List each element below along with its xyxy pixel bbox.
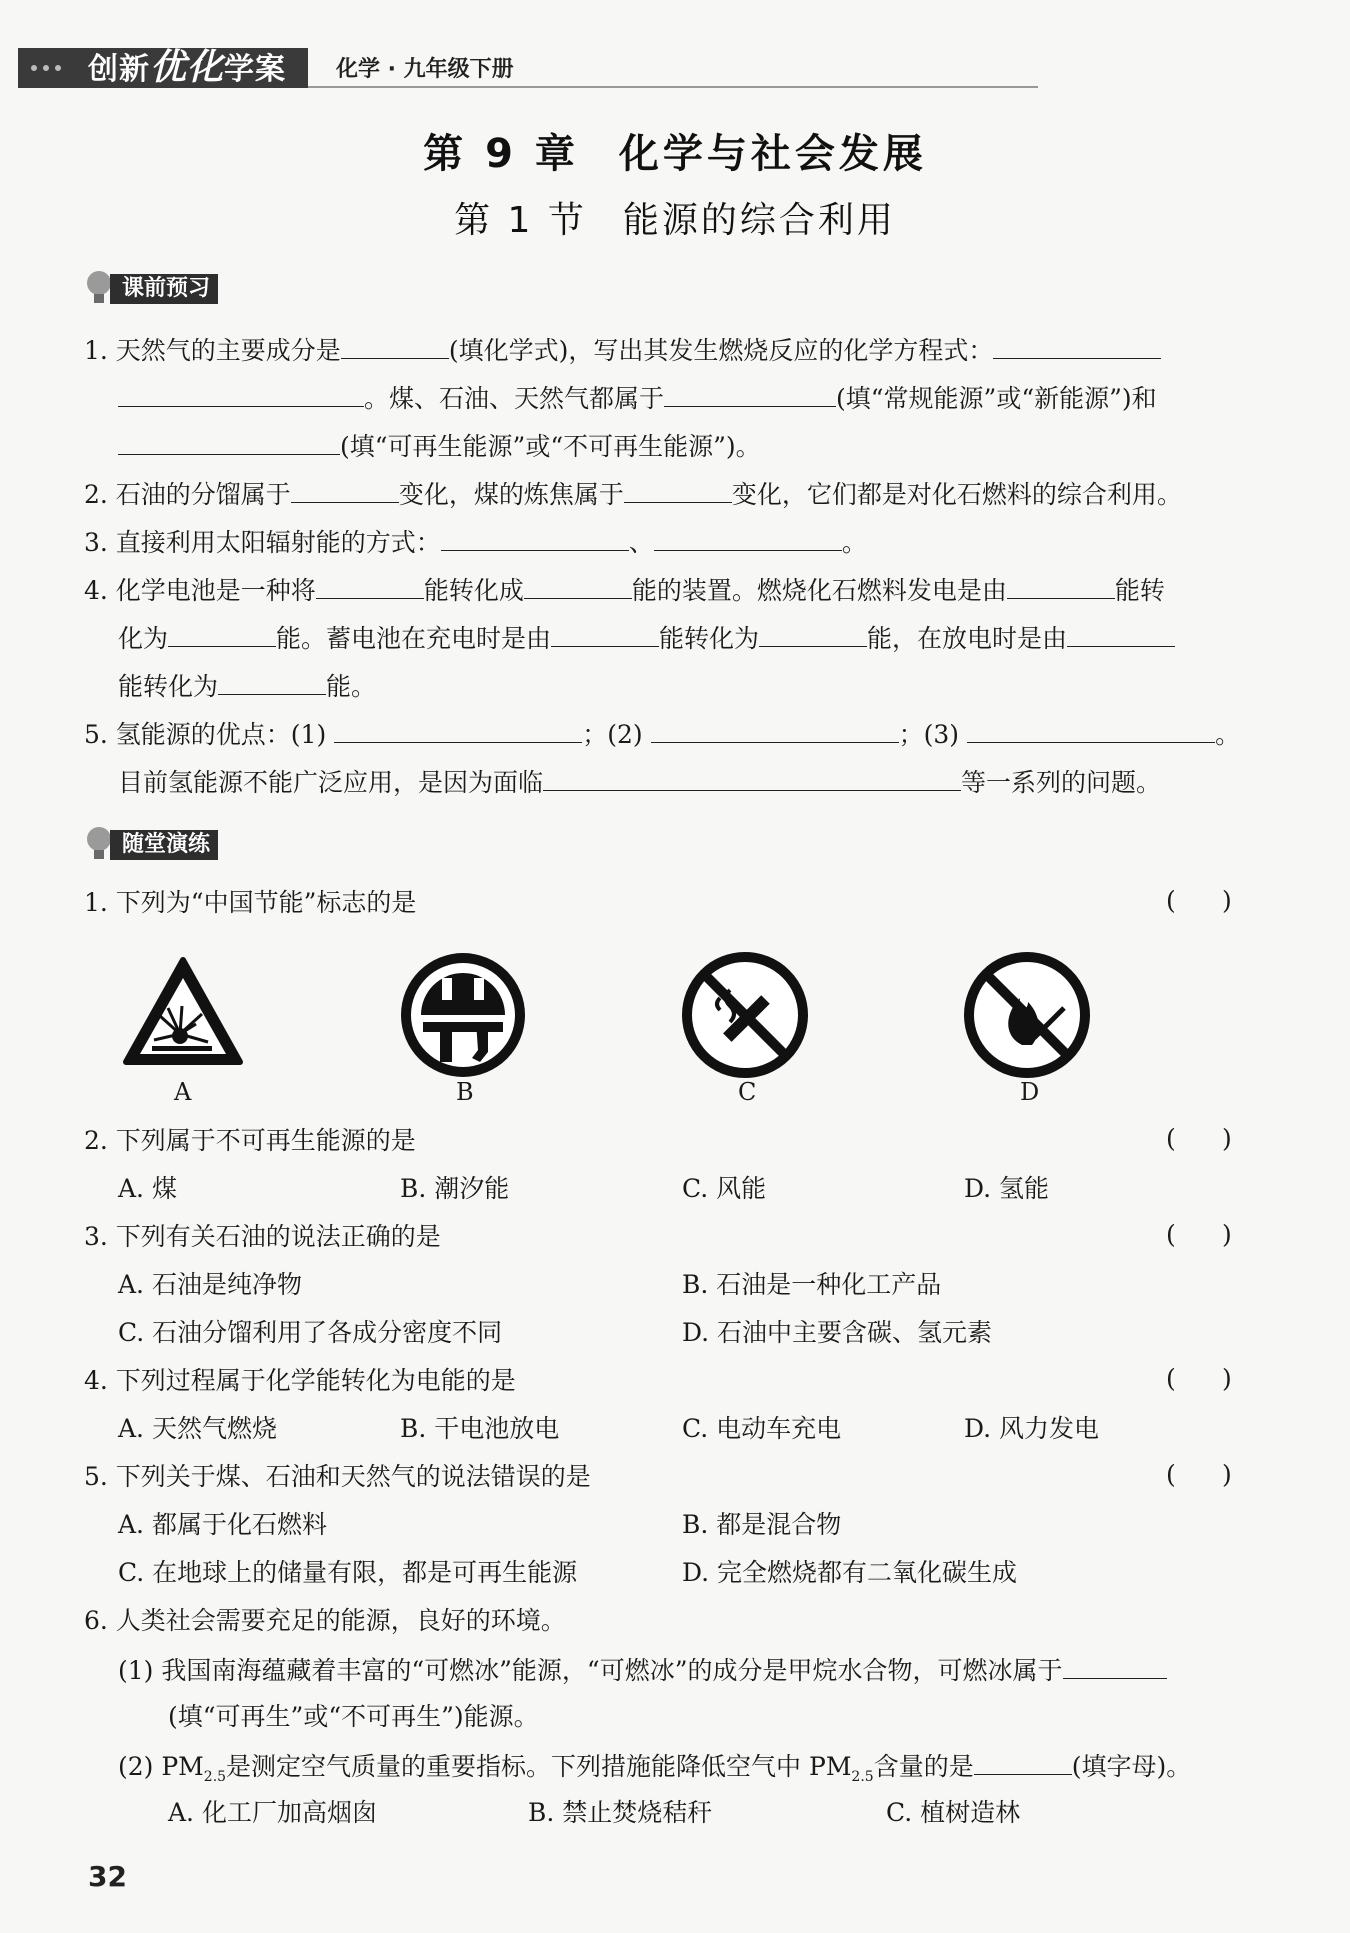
text: 能转化成 [423, 576, 524, 605]
text: 。煤、石油、天然气都属于 [364, 384, 665, 413]
text: 4. 化学电池是一种将 [84, 576, 316, 605]
paren-open: ( [1166, 1124, 1176, 1153]
answer-blank[interactable] [1007, 572, 1115, 599]
option[interactable]: D. 氢能 [964, 1174, 1050, 1203]
answer-blank[interactable] [118, 380, 364, 407]
subscript: 2.5 [851, 1769, 874, 1785]
preview-q2 [84, 476, 1182, 512]
brand-part-b: 优化 [150, 47, 225, 88]
subscript: 2.5 [203, 1769, 227, 1785]
option[interactable]: C. 电动车充电 [682, 1414, 842, 1443]
option[interactable]: B. 石油是一种化工产品 [682, 1270, 942, 1299]
section-title [0, 192, 1350, 243]
section-number: 第 1 节 [454, 200, 587, 241]
practice-q1: 1. 下列为“中国节能”标志的是 [84, 888, 417, 917]
practice-q2: 2. 下列属于不可再生能源的是 [84, 1126, 416, 1155]
text: 能。蓄电池在充电时是由 [276, 624, 552, 653]
practice-q4: 4. 下列过程属于化学能转化为电能的是 [84, 1366, 516, 1395]
option[interactable]: D. 石油中主要含碳、氢元素 [682, 1318, 993, 1347]
answer-blank[interactable] [316, 572, 424, 599]
answer-parens[interactable] [1166, 886, 1278, 915]
preview-q1-line1 [84, 332, 1161, 368]
text: 目前氢能源不能广泛应用，是因为面临 [118, 768, 544, 797]
answer-blank[interactable] [543, 764, 961, 791]
paren-open: ( [1166, 1364, 1176, 1393]
no-smoking-sign-icon[interactable] [680, 950, 810, 1080]
answer-blank[interactable] [664, 380, 836, 407]
answer-blank[interactable] [291, 476, 399, 503]
answer-blank[interactable] [1063, 1652, 1167, 1679]
option[interactable]: C. 风能 [682, 1174, 767, 1203]
paren-open: ( [1166, 1220, 1176, 1249]
answer-blank[interactable] [118, 428, 340, 455]
text: 含量的是 [873, 1752, 974, 1781]
answer-blank[interactable] [624, 476, 732, 503]
text: (填化学式)，写出其发生燃烧反应的化学方程式： [448, 336, 994, 365]
text: 。 [1215, 720, 1241, 749]
answer-blank[interactable] [967, 716, 1215, 743]
practice-q3: 3. 下列有关石油的说法正确的是 [84, 1222, 441, 1251]
option[interactable]: A. 石油是纯净物 [118, 1270, 302, 1299]
practice-q6-part2 [118, 1748, 1191, 1794]
answer-parens[interactable] [1166, 1460, 1278, 1489]
answer-parens[interactable] [1166, 1220, 1278, 1249]
text: 是测定空气质量的重要指标。下列措施能降低空气中 PM [226, 1752, 852, 1781]
paren-close: ) [1222, 1364, 1232, 1393]
option-letter-b: B [456, 1078, 474, 1106]
paren-close: ) [1222, 1124, 1232, 1153]
answer-blank[interactable] [334, 716, 582, 743]
practice-q6-part1-line1 [118, 1652, 1167, 1688]
chapter-title [0, 122, 1350, 179]
paren-open: ( [1166, 886, 1176, 915]
text: 能，在放电时是由 [867, 624, 1068, 653]
option[interactable]: C. 石油分馏利用了各成分密度不同 [118, 1318, 503, 1347]
option[interactable]: A. 天然气燃烧 [118, 1414, 277, 1443]
answer-blank[interactable] [654, 524, 842, 551]
paren-close: ) [1222, 886, 1232, 915]
text: 5. 氢能源的优点：(1) [84, 720, 327, 749]
text: 变化，煤的炼焦属于 [398, 480, 624, 509]
practice-tag-label: 随堂演练 [110, 830, 218, 860]
answer-parens[interactable] [1166, 1364, 1278, 1393]
answer-blank[interactable] [441, 524, 629, 551]
explosive-warning-sign-icon[interactable] [118, 950, 248, 1080]
text: 3. 直接利用太阳辐射能的方式： [84, 528, 441, 557]
text: 化为 [118, 624, 169, 653]
text: ；(2) [582, 720, 643, 749]
answer-blank[interactable] [341, 332, 449, 359]
preview-q4-line3 [118, 668, 376, 704]
page-number: 32 [88, 1860, 127, 1893]
option[interactable]: B. 禁止焚烧秸秆 [528, 1798, 713, 1827]
option-letter-a: A [174, 1078, 192, 1106]
text: 。 [841, 528, 867, 557]
option[interactable]: C. 在地球上的储量有限，都是可再生能源 [118, 1558, 578, 1587]
header-subject: 化学 · 九年级下册 [336, 57, 514, 82]
paren-close: ) [1222, 1220, 1232, 1249]
answer-blank[interactable] [168, 620, 276, 647]
text: 1. 天然气的主要成分是 [84, 336, 341, 365]
text: 能转化为 [659, 624, 760, 653]
practice-q6-part1-line2: (填“可再生”或“不可再生”)能源。 [168, 1702, 539, 1731]
option-letter-d: D [1020, 1078, 1040, 1106]
brand-part-c: 学案 [224, 52, 287, 87]
option-letter-c: C [738, 1078, 757, 1106]
text: 等一系列的问题。 [961, 768, 1162, 797]
paren-close: ) [1222, 1460, 1232, 1489]
option[interactable]: D. 完全燃烧都有二氧化碳生成 [682, 1558, 1018, 1587]
preview-q1-line3 [118, 428, 761, 464]
preview-q1-line2 [118, 380, 1157, 416]
text: (填“常规能源”或“新能源”)和 [836, 384, 1157, 413]
text: (2) PM [118, 1752, 204, 1781]
answer-blank[interactable] [218, 668, 326, 695]
answer-blank[interactable] [524, 572, 632, 599]
brand-part-a: 创新 [88, 52, 150, 87]
answer-blank[interactable] [993, 332, 1161, 359]
text: ；(3) [898, 720, 960, 749]
option[interactable]: C. 植树造林 [886, 1798, 1021, 1827]
text: 能转 [1114, 576, 1165, 605]
preview-q5-line1 [84, 716, 1240, 752]
option[interactable]: B. 干电池放电 [400, 1414, 560, 1443]
answer-blank[interactable] [974, 1748, 1072, 1775]
text: 、 [628, 528, 654, 557]
chapter-name: 化学与社会发展 [618, 131, 927, 177]
answer-blank[interactable] [759, 620, 867, 647]
answer-blank[interactable] [1067, 620, 1175, 647]
answer-blank[interactable] [551, 620, 659, 647]
section-name: 能源的综合利用 [622, 200, 896, 241]
preview-q3 [84, 524, 867, 560]
header-rule [308, 86, 1038, 88]
option[interactable]: A. 都属于化石燃料 [118, 1510, 327, 1539]
answer-parens[interactable] [1166, 1124, 1278, 1153]
practice-q5: 5. 下列关于煤、石油和天然气的说法错误的是 [84, 1462, 591, 1491]
answer-blank[interactable] [651, 716, 899, 743]
text: (填字母)。 [1071, 1752, 1192, 1781]
header-brand [88, 47, 287, 88]
text: 能的装置。燃烧化石燃料发电是由 [631, 576, 1007, 605]
text: 2. 石油的分馏属于 [84, 480, 291, 509]
preview-q5-line2 [118, 764, 1161, 800]
preview-tag-label: 课前预习 [110, 274, 218, 304]
preview-q4-line2 [118, 620, 1175, 656]
preview-q4-line1 [84, 572, 1165, 608]
option[interactable]: A. 化工厂加高烟囱 [168, 1798, 377, 1827]
china-energy-saving-logo-icon[interactable] [398, 950, 528, 1080]
text: 能。 [326, 672, 377, 701]
option[interactable]: D. 风力发电 [964, 1414, 1100, 1443]
option[interactable]: B. 都是混合物 [682, 1510, 842, 1539]
practice-q6: 6. 人类社会需要充足的能源，良好的环境。 [84, 1606, 566, 1635]
paren-open: ( [1166, 1460, 1176, 1489]
option[interactable]: B. 潮汐能 [400, 1174, 510, 1203]
option[interactable]: A. 煤 [118, 1174, 177, 1203]
text: (1) 我国南海蕴藏着丰富的“可燃冰”能源，“可燃冰”的成分是甲烷水合物，可燃冰属于 [118, 1656, 1063, 1685]
header-dots-icon [28, 56, 76, 80]
no-open-flame-sign-icon[interactable] [962, 950, 1092, 1080]
text: (填“可再生能源”或“不可再生能源”)。 [340, 432, 761, 461]
chapter-number: 第 9 章 [423, 131, 579, 177]
text: 能转化为 [118, 672, 219, 701]
text: 变化，它们都是对化石燃料的综合利用。 [731, 480, 1182, 509]
